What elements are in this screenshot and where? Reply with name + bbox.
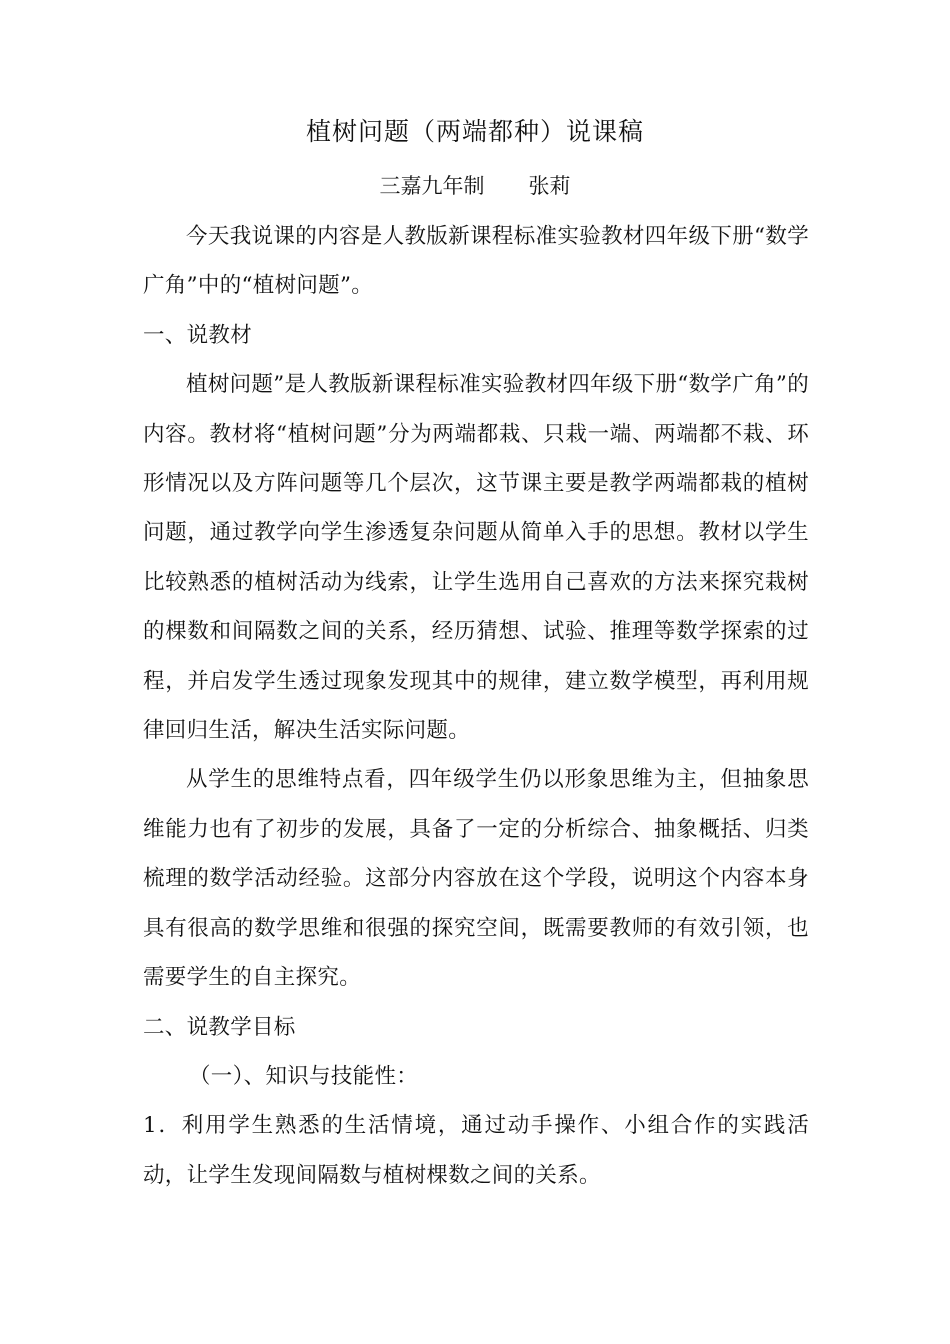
intro-paragraph: 今天我说课的内容是人教版新课程标准实验教材四年级下册“数学广角”中的“植树问题”。 xyxy=(143,224,809,299)
byline xyxy=(0,168,950,204)
subheading-knowledge-skills: （一）、知识与技能性： xyxy=(189,1063,419,1089)
goal-item-1: 1．利用学生熟悉的生活情境，通过动手操作、小组合作的实践活动，让学生发现间隔数与植树棵数之间的关系。 xyxy=(143,1113,809,1188)
student-analysis-paragraph: 从学生的思维特点看，四年级学生仍以形象思维为主，但抽象思维能力也有了初步的发展，具备了一定的分析综合、抽象概括、归类梳理的数学活动经验。这部分内容放在这个学段，说明这个内容本身具有很高的数学思维和很强的探究空间，既需要教师的有效引领，也需要学生的自主探究。 xyxy=(143,767,809,991)
byline-school: 三嘉九年制 xyxy=(379,174,485,198)
section-heading-teaching-goals: 二、说教学目标 xyxy=(143,1014,296,1040)
teaching-material-paragraph: 植树问题”是人教版新课程标准实验教材四年级下册“数学广角”的内容。教材将“植树问题”分为两端都栽、只栽一端、两端都不栽、环形情况以及方阵问题等几个层次，这节课主要是教学两端都栽的植树问题，通过教学向学生渗透复杂问题从简单入手的思想。教材以学生比较熟悉的植树活动为线索，让学生选用自己喜欢的方法来探究栽树的棵数和间隔数之间的关系，经历猜想、试验、推理等数学探索的过程，并启发学生透过现象发现其中的规律，建立数学模型，再利用规律回归生活，解决生活实际问题。 xyxy=(143,372,809,744)
section-heading-teaching-material: 一、说教材 xyxy=(143,322,253,348)
document-body xyxy=(143,212,809,1200)
byline-author: 张莉 xyxy=(528,174,571,198)
document-title: 植树问题（两端都种）说课稿 xyxy=(305,117,644,146)
